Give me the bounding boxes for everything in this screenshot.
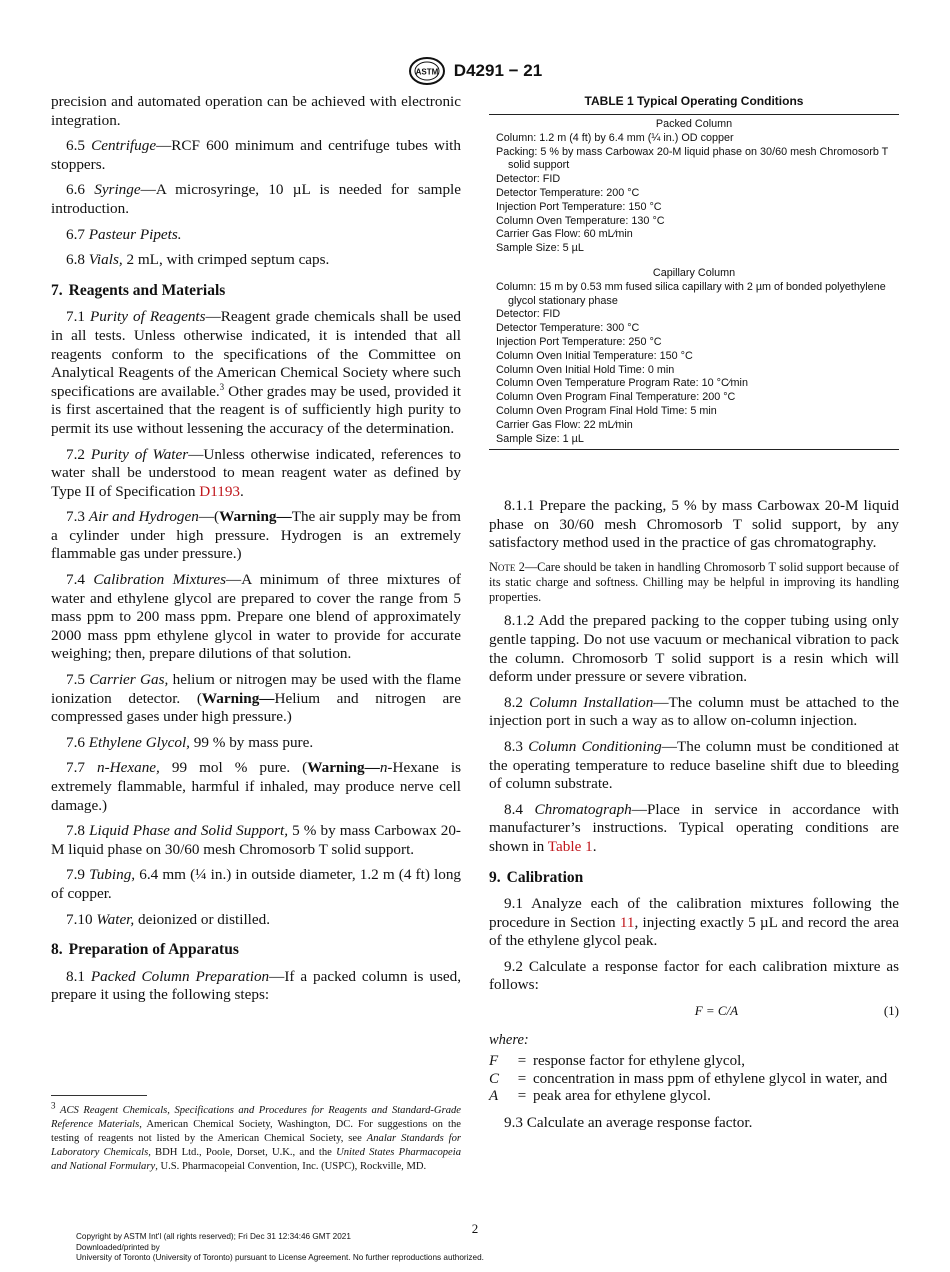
table-row: Injection Port Temperature: 250 °C <box>496 335 662 348</box>
definition-row: A = peak area for ethylene glycol. <box>489 1088 711 1105</box>
table-row: Column Oven Program Final Temperature: 200 °C <box>496 391 736 404</box>
section-7-8: 7.8 Liquid Phase and Solid Support, 5 % by mass Carbowax 20-M liquid phase on 30/60 mesh Chromosorb T solid support. <box>51 822 461 858</box>
heading-section-8: 8. Preparation of Apparatus <box>51 941 239 959</box>
packed-rows <box>496 132 892 256</box>
section-8-1-2: 8.1.2 Add the prepared packing to the copper tubing using only gentle tapping. Do not use vacuum or mechanical vibration to pack the column. Chromosorb T solid support is a resin which will deform under pressure or severe vibration. <box>489 612 899 686</box>
page-header <box>0 56 950 86</box>
table-subheading-capillary: Capillary Column <box>652 266 736 279</box>
section-7-6: 7.6 Ethylene Glycol, 99 % by mass pure. <box>66 733 314 751</box>
table-row: Sample Size: 5 µL <box>496 242 584 255</box>
table-body <box>489 114 899 450</box>
section-7-7: 7.7 n-Hexane, 99 mol % pure. (Warning—n-Hexane is extremely flammable, harmful if inhaled, may produce nerve cell damage.) <box>51 759 462 814</box>
table-subheading-packed: Packed Column <box>655 118 733 130</box>
section-7-4: 7.4 Calibration Mixtures—A minimum of three mixtures of water and ethylene glycol are prepared to cover the range from 5 mass ppm to 200 mass ppm. Prepare one blend of approximately 2000 mass ppm ethylene glycol in water to provide for accurate weighing; then, prepare dilutions of that solution. <box>51 571 461 663</box>
capillary-rows <box>496 281 892 447</box>
note-2: Note 2—Care should be taken in handling Chromosorb T solid support because of its static charge and softness. Chilling may be helpful in improving its handling properties. <box>489 559 899 605</box>
document-code: D4291 − 21 <box>453 61 543 80</box>
table-1 <box>489 94 899 450</box>
table-row: Column: 15 m by 0.53 mm fused silica capillary with 2 µm of bonded polyethylene glycol stationary phase <box>496 280 886 307</box>
right-column <box>489 497 899 1139</box>
section-7-9: 7.9 Tubing, 6.4 mm (¼ in.) in outside diameter, 1.2 m (4 ft) long of copper. <box>51 866 462 902</box>
copyright-line: Copyright by ASTM Int'l (all rights reserved); Fri Dec 31 12:34:46 GMT 2021 <box>76 1232 351 1241</box>
table-row: Detector: FID <box>496 173 561 186</box>
page-number: 2 <box>471 1221 479 1236</box>
table-row: Column Oven Temperature: 130 °C <box>496 214 665 227</box>
section-9-1: 9.1 Analyze each of the calibration mixtures following the procedure in Section 11, injecting exactly 5 µL and record the area of the ethylene glycol peak. <box>489 895 899 950</box>
table-row: Column Oven Program Final Hold Time: 5 min <box>496 404 717 417</box>
paragraph-continued: precision and automated operation can be achieved with electronic integration. <box>51 93 461 129</box>
table-row: Column Oven Initial Hold Time: 0 min <box>496 363 675 376</box>
table-row: Carrier Gas Flow: 60 mL⁄min <box>496 228 633 241</box>
link-section-11[interactable]: 11 <box>619 913 635 931</box>
section-8-3: 8.3 Column Conditioning—The column must be conditioned at the operating temperature to reduce baseline shift due to bleeding of column substrate. <box>489 737 899 793</box>
link-table-1[interactable]: Table 1 <box>547 837 593 855</box>
section-7-3: 7.3 Air and Hydrogen—(Warning—The air supply may be from a cylinder under high pressure. Hydrogen is an extremely flammable gas under pressure.) <box>51 508 461 563</box>
section-6-8: 6.8 Vials, 2 mL, with crimped septum caps. <box>66 251 330 269</box>
footnote-3: $^3$ ACS Reagent Chemicals, Specifications and Procedures for Reagents and Standard-Grade Reference Materials, American Chemical Society, Washington, DC. For suggestions on the testing of reagents not listed by the American Chemical Society, see Analar Standards for Laboratory Chemicals, BDH Ltd., Poole, Dorset, U.K., and the United States Pharmacopeia and National Formulary, U.S. Pharmacopeial Convention, Inc. (USPC), Rockville, MD. <box>51 1100 462 1172</box>
footnote-divider <box>51 1095 147 1096</box>
table-title: TABLE 1 Typical Operating Conditions <box>584 94 804 108</box>
section-7-1: 7.1 Purity of Reagents—Reagent grade chemicals shall be used in all tests. Unless otherwise indicated, it is intended that all reagents conform to the specifications of the Committee on Analytical Reagents of the American Chemical Society where such specifications are available.$^3$ Other grades may be used, provided it is first ascertained that the reagent is of sufficiently high purity to permit its use without lessening the accuracy of the determination. <box>51 308 462 437</box>
section-7-10: 7.10 Water, deionized or distilled. <box>66 910 271 928</box>
table-row: Detector Temperature: 200 °C <box>496 186 640 199</box>
section-7-5: 7.5 Carrier Gas, helium or nitrogen may be used with the flame ionization detector. (Warning—Helium and nitrogen are compressed gases under high pressure.) <box>51 671 461 726</box>
definition-row: C = concentration in mass ppm of ethylene glycol in water, and <box>489 1070 888 1087</box>
section-9-2: 9.2 Calculate a response factor for each calibration mixture as follows: <box>489 957 899 994</box>
heading-section-9: 9. Calibration <box>489 868 584 886</box>
section-9-3: 9.3 Calculate an average response factor. <box>504 1113 753 1131</box>
table-row: Column Oven Initial Temperature: 150 °C <box>496 349 693 362</box>
definition-row: F = response factor for ethylene glycol, <box>489 1053 745 1070</box>
left-column <box>51 93 461 1012</box>
section-8-2: 8.2 Column Installation—The column must be attached to the injection port in such a way as to allow on-column injection. <box>489 693 900 730</box>
section-6-5: 6.5 Centrifuge—RCF 600 minimum and centrifuge tubes with stoppers. <box>51 137 461 173</box>
heading-section-7: 7. Reagents and Materials <box>51 281 226 299</box>
table-row: Detector: FID <box>496 308 561 321</box>
table-row: Column Oven Temperature Program Rate: 10 °C⁄min <box>496 377 748 390</box>
link-d1193[interactable]: D1193 <box>199 482 241 500</box>
table-row: Sample Size: 1 µL <box>496 432 584 445</box>
copyright-notice <box>76 1232 484 1264</box>
footnote-ref-3[interactable]: 3 <box>219 381 225 392</box>
table-row: Injection Port Temperature: 150 °C <box>496 200 662 213</box>
table-row: Carrier Gas Flow: 22 mL⁄min <box>496 418 633 431</box>
svg-text:ASTM: ASTM <box>415 67 439 77</box>
section-7-2: 7.2 Purity of Water—Unless otherwise indicated, references to water shall be understood to mean reagent water as defined by Type II of Specification D1193. <box>51 445 462 500</box>
copyright-line: Downloaded/printed by <box>76 1242 160 1252</box>
equation-1 <box>489 1002 899 1021</box>
astm-logo <box>408 56 446 86</box>
table-row: Detector Temperature: 300 °C <box>496 322 640 335</box>
section-8-1: 8.1 Packed Column Preparation—If a packed column is used, prepare it using the following steps: <box>51 967 461 1004</box>
section-8-4: 8.4 Chromatograph—Place in service in accordance with manufacturer’s instructions. Typical operating conditions are shown in Table 1. <box>489 800 899 855</box>
table-row: Column: 1.2 m (4 ft) by 6.4 mm (¼ in.) OD copper <box>496 131 734 144</box>
equation-number: (1) <box>883 1003 899 1019</box>
section-6-6: 6.6 Syringe—A microsyringe, 10 µL is needed for sample introduction. <box>51 181 461 217</box>
equation-formula: F = C/A <box>694 1003 739 1019</box>
where-label: where: <box>489 1031 529 1048</box>
copyright-line: University of Toronto (University of Toronto) pursuant to License Agreement. No further reproductions authorized. <box>76 1253 484 1262</box>
section-6-7: 6.7 Pasteur Pipets. <box>66 225 182 243</box>
section-8-1-1: 8.1.1 Prepare the packing, 5 % by mass Carbowax 20-M liquid phase on 30/60 mesh Chromosorb T solid support, by any satisfactory method used in the practice of gas chromatography. <box>489 497 899 552</box>
table-row: Packing: 5 % by mass Carbowax 20-M liquid phase on 30/60 mesh Chromosorb T solid support <box>496 145 889 172</box>
